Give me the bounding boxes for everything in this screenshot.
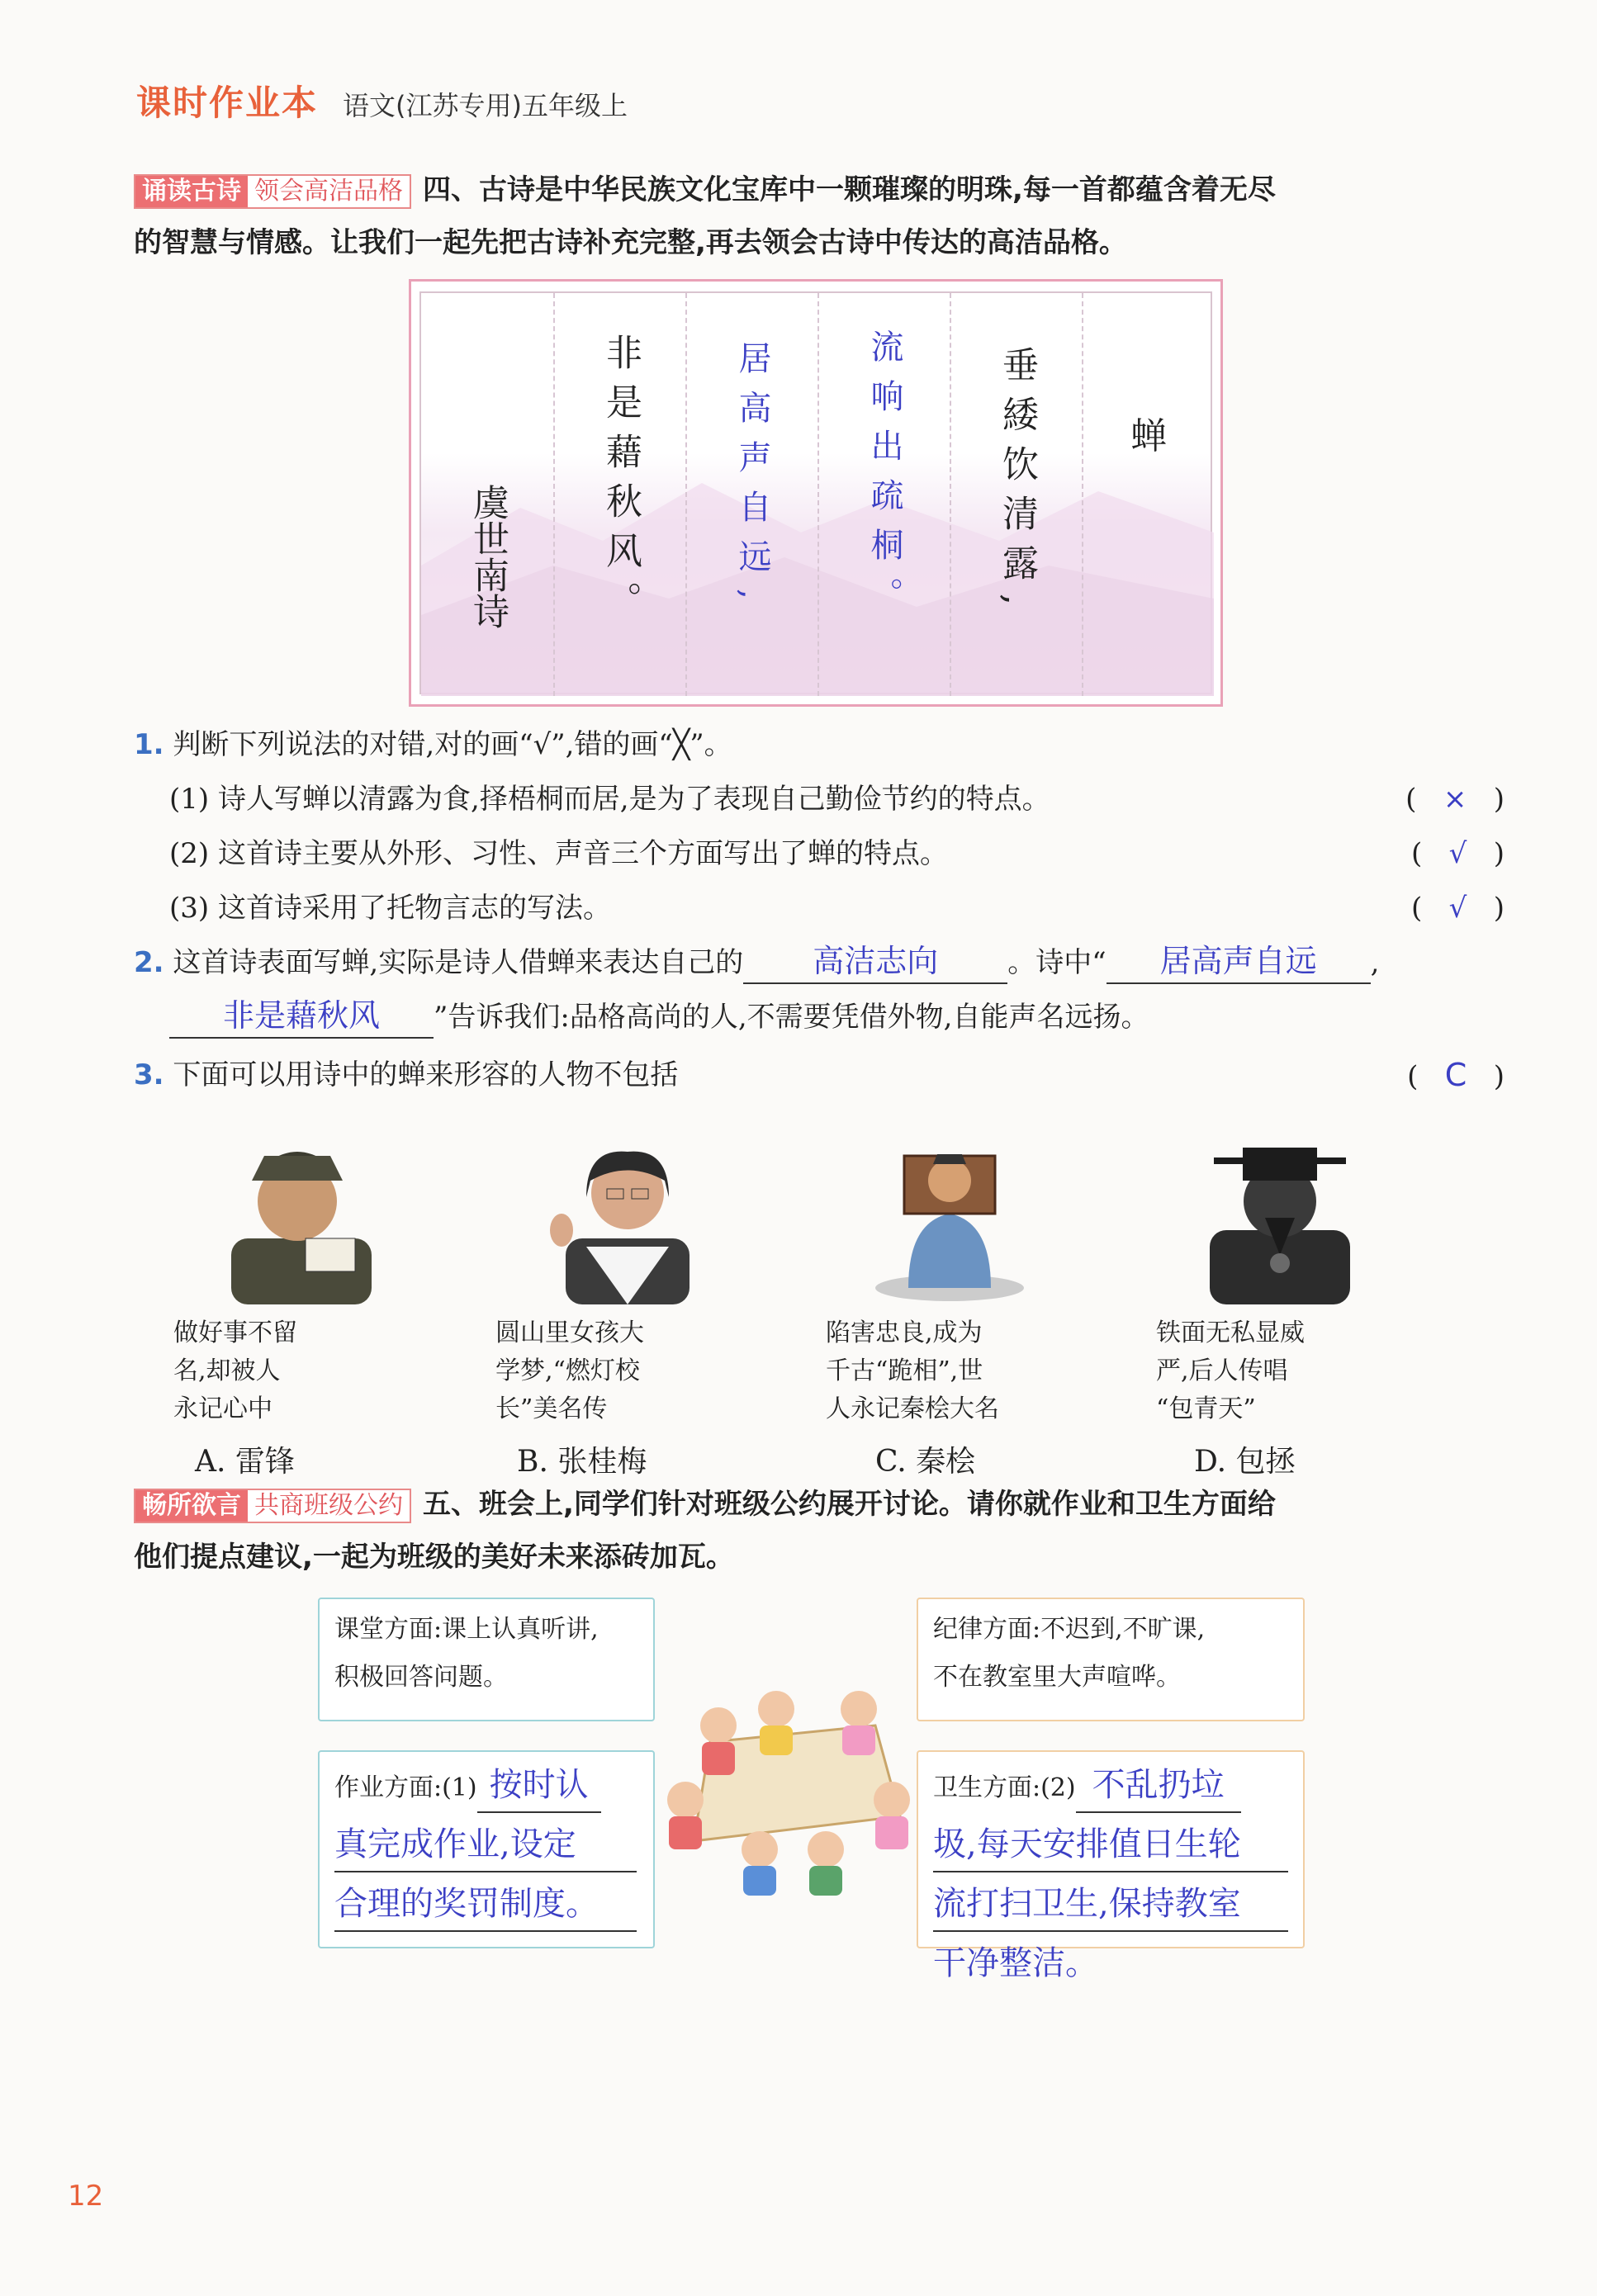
section5-intro-line2: 他们提点建议,一起为班级的美好未来添砖加瓦。 <box>134 1541 734 1574</box>
option-a-caption-line1: 做好事不留 <box>173 1318 297 1347</box>
poem-line1-col <box>950 293 1082 696</box>
q1-number: 1. <box>134 728 164 761</box>
q1-item-2 <box>169 829 1505 878</box>
poem-line2: 流响出疏桐。 <box>865 329 903 627</box>
q2-part3: , <box>1370 946 1380 979</box>
option-a-label: A. 雷锋 <box>195 1445 295 1479</box>
q1-item-1-paren: ( × ) <box>1405 783 1505 816</box>
q3-number: 3. <box>134 1058 164 1091</box>
box-classroom-line2: 积极回答问题。 <box>334 1663 508 1692</box>
header-brand: 课时作业本 <box>136 83 319 123</box>
option-d-label: D. 包拯 <box>1194 1445 1296 1479</box>
box-classroom <box>318 1598 655 1721</box>
header-subtitle: 语文(江苏专用)五年级上 <box>343 90 628 121</box>
q1-item-1 <box>169 774 1505 824</box>
section4-intro-line1: 四、古诗是中华民族文化宝库中一颗璀璨的明珠,每一首都蕴含着无尽 <box>423 173 1276 206</box>
option-c-caption-line1: 陷害忠良,成为 <box>826 1318 983 1347</box>
poem-line3: 居高声自远, <box>733 340 771 616</box>
q1-item-3 <box>169 883 1505 933</box>
box-homework-row1 <box>334 1759 638 1818</box>
q3-paren: ( C ) <box>1407 1057 1505 1093</box>
option-c <box>826 1123 1073 1480</box>
section5-tag-b: 共商班级公约 <box>248 1490 410 1522</box>
q2-number: 2. <box>134 946 164 979</box>
q1-item-2-text: (2) 这首诗主要从外形、习性、声音三个方面写出了蝉的特点。 <box>169 837 948 870</box>
q1-text: 判断下列说法的对错,对的画“√”,错的画“╳”。 <box>173 728 732 761</box>
poem-line2-col <box>817 293 950 696</box>
q1-item-3-text: (3) 这首诗采用了托物言志的写法。 <box>169 892 611 925</box>
option-d-caption-line2: 严,后人传唱 <box>1156 1356 1288 1385</box>
option-a <box>173 1123 421 1480</box>
box-discipline-line2: 不在教室里大声喧哗。 <box>933 1663 1181 1692</box>
q2-blank1[interactable]: 高洁志向 <box>743 940 1007 984</box>
section4-tag-b: 领会高洁品格 <box>248 176 410 207</box>
section4-tag <box>134 174 411 209</box>
q3-answer: C <box>1444 1057 1467 1093</box>
option-a-caption-line2: 名,却被人 <box>173 1356 281 1385</box>
q3-stem <box>134 1050 1505 1100</box>
q2-part1: 这首诗表面写蝉,实际是诗人借蝉来表达自己的 <box>173 946 744 979</box>
box-discipline-line1: 纪律方面:不迟到,不旷课, <box>933 1615 1206 1644</box>
class-meeting-illustration <box>661 1676 917 1899</box>
q1-item-2-answer: √ <box>1448 837 1467 870</box>
section4-tag-a: 诵读古诗 <box>135 176 248 207</box>
box-homework-answer3[interactable]: 合理的奖罚制度。 <box>334 1877 637 1932</box>
box-hygiene-answer4[interactable]: 干净整洁。 <box>933 1944 1098 1982</box>
option-b-caption <box>495 1314 743 1428</box>
section4-intro-line2: 的智慧与情感。让我们一起先把古诗补充完整,再去领会古诗中传达的高洁品格。 <box>134 226 1127 259</box>
box-discipline <box>917 1598 1305 1721</box>
option-d <box>1156 1123 1404 1480</box>
option-b <box>495 1123 743 1480</box>
lei-feng-illustration <box>206 1123 388 1304</box>
poem-line3-col <box>685 293 817 696</box>
option-b-caption-line2: 学梦,“燃灯校 <box>495 1356 640 1385</box>
q1-item-1-text: (1) 诗人写蝉以清露为食,择梧桐而居,是为了表现自己勤俭节约的特点。 <box>169 783 1050 816</box>
q1-item-2-paren: ( √ ) <box>1410 837 1505 870</box>
box-hygiene <box>917 1750 1305 1982</box>
poem-title-col <box>1082 293 1214 696</box>
box-homework-answer2[interactable]: 真完成作业,设定 <box>334 1818 637 1872</box>
zhang-guimei-illustration <box>528 1123 710 1304</box>
q2-part2: 。诗中“ <box>1007 946 1107 979</box>
section5-intro-line1: 五、班会上,同学们针对班级公约展开讨论。请你就作业和卫生方面给 <box>423 1488 1276 1521</box>
option-d-caption-line1: 铁面无私显威 <box>1156 1318 1305 1347</box>
poem-line4: 非是藉秋风。 <box>599 334 642 631</box>
option-d-caption-line3: “包青天” <box>1156 1394 1256 1423</box>
q2-part4: ”告诉我们:品格高尚的人,不需要凭借外物,自能声名远扬。 <box>434 1001 1149 1034</box>
option-a-caption <box>173 1314 421 1428</box>
q1-item-3-paren: ( √ ) <box>1410 892 1505 925</box>
q1-stem <box>134 720 1505 769</box>
box-homework-answer1[interactable]: 按时认 <box>477 1759 601 1813</box>
page-header <box>136 76 628 134</box>
option-b-caption-line3: 长”美名传 <box>495 1394 608 1423</box>
page-number: 12 <box>68 2180 104 2213</box>
poem-line1: 垂緌饮清露, <box>996 346 1038 618</box>
box-homework-prefix: 作业方面:(1) <box>334 1773 477 1802</box>
section5-tag <box>134 1489 411 1523</box>
option-c-caption <box>826 1314 1073 1428</box>
poem-author-col <box>421 293 553 696</box>
q2-blank3[interactable]: 非是藉秋风 <box>169 994 434 1039</box>
poem-frame <box>409 279 1223 707</box>
poem-title: 蝉 <box>1130 415 1167 457</box>
q3-text: 下面可以用诗中的蝉来形容的人物不包括 <box>173 1058 679 1091</box>
box-hygiene-answer1[interactable]: 不乱扔垃 <box>1076 1759 1241 1813</box>
poem-author: 虞世南诗 <box>467 484 509 629</box>
q2-line1 <box>134 938 1505 987</box>
section5-intro <box>134 1478 1505 1531</box>
q1-item-1-answer: × <box>1443 783 1467 816</box>
poem-line4-col <box>553 293 685 696</box>
box-homework <box>318 1750 655 1948</box>
section5-tag-a: 畅所欲言 <box>135 1490 248 1522</box>
section4-intro <box>134 163 1505 216</box>
box-hygiene-answer2[interactable]: 圾,每天安排值日生轮 <box>933 1818 1288 1872</box>
qin-hui-illustration <box>859 1123 1040 1304</box>
box-hygiene-answer3[interactable]: 流打扫卫生,保持教室 <box>933 1877 1288 1932</box>
option-d-caption <box>1156 1314 1404 1428</box>
q2-line2 <box>169 992 1505 1042</box>
box-hygiene-row1 <box>933 1759 1288 1818</box>
box-classroom-line1: 课堂方面:课上认真听讲, <box>334 1615 599 1644</box>
option-b-caption-line1: 圆山里女孩大 <box>495 1318 644 1347</box>
q2-blank2[interactable]: 居高声自远 <box>1107 940 1371 984</box>
poem-card <box>419 291 1212 694</box>
option-c-caption-line3: 人永记秦桧大名 <box>826 1394 999 1423</box>
option-a-caption-line3: 永记心中 <box>173 1394 272 1423</box>
q1-item-3-answer: √ <box>1448 892 1467 925</box>
box-hygiene-prefix: 卫生方面:(2) <box>933 1773 1076 1802</box>
option-c-label: C. 秦桧 <box>875 1445 976 1479</box>
option-b-label: B. 张桂梅 <box>517 1445 647 1479</box>
option-c-caption-line2: 千古“跪相”,世 <box>826 1356 983 1385</box>
bao-zheng-illustration <box>1189 1123 1371 1304</box>
